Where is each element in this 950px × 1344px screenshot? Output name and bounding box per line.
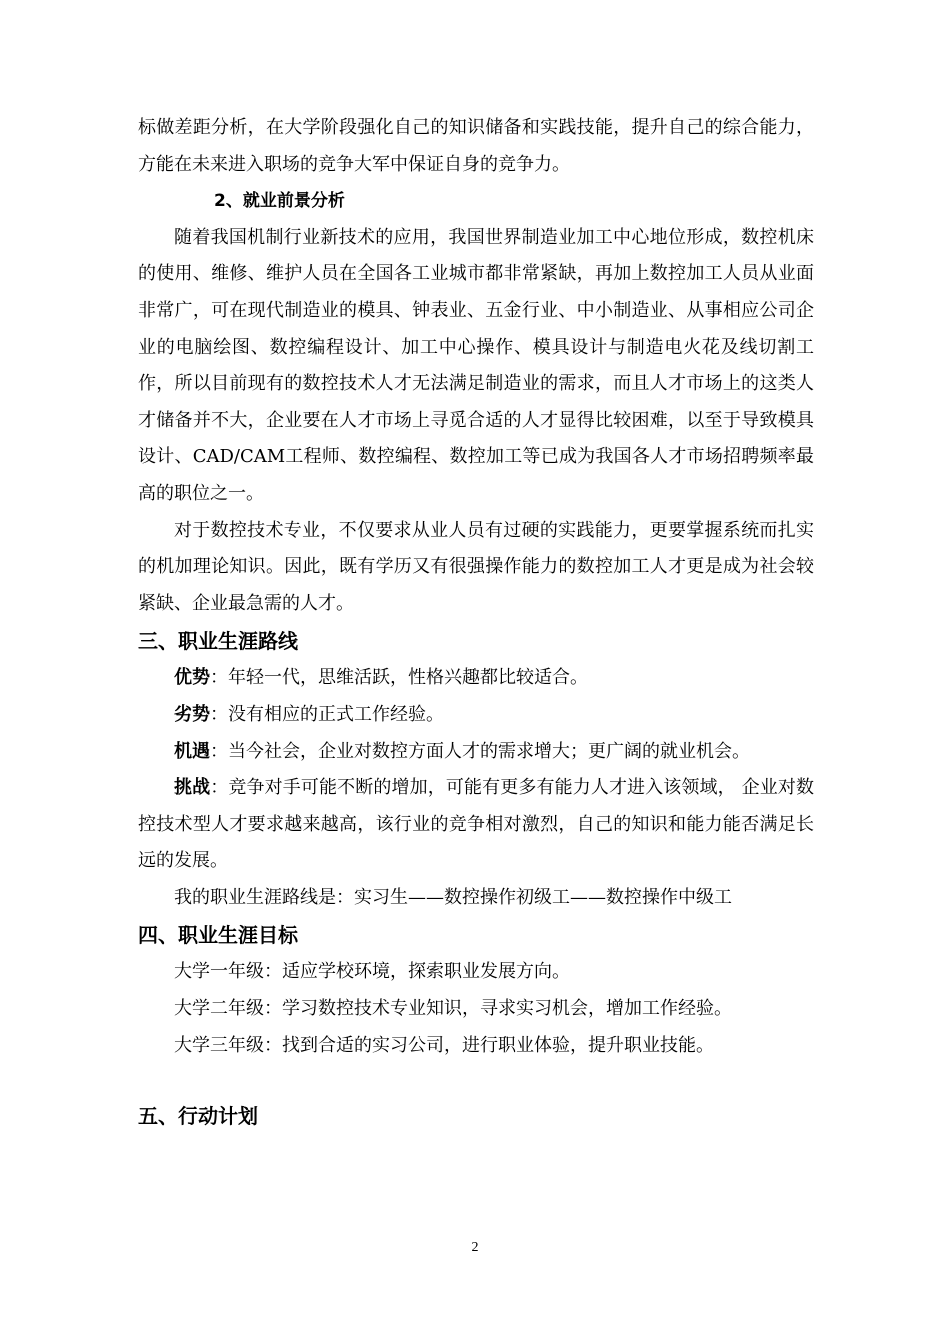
- swot-text: ：没有相应的正式工作经验。: [210, 703, 444, 725]
- section-5-heading: 五、行动计划: [138, 1104, 258, 1129]
- goal-year-3: 大学三年级：找到合适的实习公司，进行职业体验，提升职业技能。: [174, 1034, 714, 1056]
- swot-label: 挑战: [174, 777, 211, 799]
- swot-text: ：竞争对手可能不断的增加，可能有更多有能力人才进入该领域， 企业对数控技术型人才要求越来越高，该行业的竞争相对激烈，自己的知识和能力能否满足长远的发展。: [138, 777, 815, 872]
- swot-threats: [138, 770, 814, 880]
- goal-year-2: 大学二年级：学习数控技术专业知识，寻求实习机会，增加工作经验。: [174, 998, 732, 1020]
- goal-year-1: 大学一年级：适应学校环境，探索职业发展方向。: [174, 961, 570, 983]
- intro-paragraph: 标做差距分析，在大学阶段强化自己的知识储备和实践技能，提升自己的综合能力，方能在未来进入职场的竞争大军中保证自身的竞争力。: [138, 117, 814, 175]
- section-3-heading: 三、职业生涯路线: [138, 629, 298, 654]
- swot-text: ：年轻一代，思维活跃，性格兴趣都比较适合。: [210, 667, 588, 689]
- document-page: [138, 110, 814, 1135]
- prospect-paragraph-2: 对于数控技术专业，不仅要求从业人员有过硬的实践能力，更要掌握系统而扎实的机加理论知识。因此，既有学历又有很强操作能力的数控加工人才更是成为社会较紧缺、企业最急需的人才。: [138, 519, 814, 614]
- page-number: 2: [471, 1240, 479, 1255]
- swot-label: 优势: [174, 667, 210, 689]
- swot-text: ：当今社会，企业对数控方面人才的需求增大；更广阔的就业机会。: [210, 740, 750, 762]
- swot-label: 劣势: [174, 703, 210, 725]
- section-4-heading: 四、职业生涯目标: [138, 923, 298, 948]
- swot-opportunities: [138, 734, 814, 771]
- swot-weaknesses: [138, 697, 814, 734]
- career-route: 我的职业生涯路线是：实习生——数控操作初级工——数控操作中级工: [174, 886, 732, 908]
- sub-heading-employment-prospects: 2、就业前景分析: [214, 191, 345, 212]
- prospect-paragraph-1: 随着我国机制行业新技术的应用，我国世界制造业加工中心地位形成，数控机床的使用、维修、维护人员在全国各工业城市都非常紧缺，再加上数控加工人员从业面非常广，可在现代制造业的模具、钟表业、五金行业、中小制造业、从事相应公司企业的电脑绘图、数控编程设计、加工中心操作、模具设计与制造电火花及线切割工作，所以目前现有的数控技术人才无法满足制造业的需求，而且人才市场上的这类人才储备并不大，企业要在人才市场上寻觅合适的人才显得比较困难，以至于导致模具设计、CAD/CAM工程师、数控编程、数控加工等已成为我国各人才市场招聘频率最高的职位之一。: [138, 226, 814, 504]
- swot-label: 机遇: [174, 740, 210, 762]
- swot-strengths: [138, 660, 814, 697]
